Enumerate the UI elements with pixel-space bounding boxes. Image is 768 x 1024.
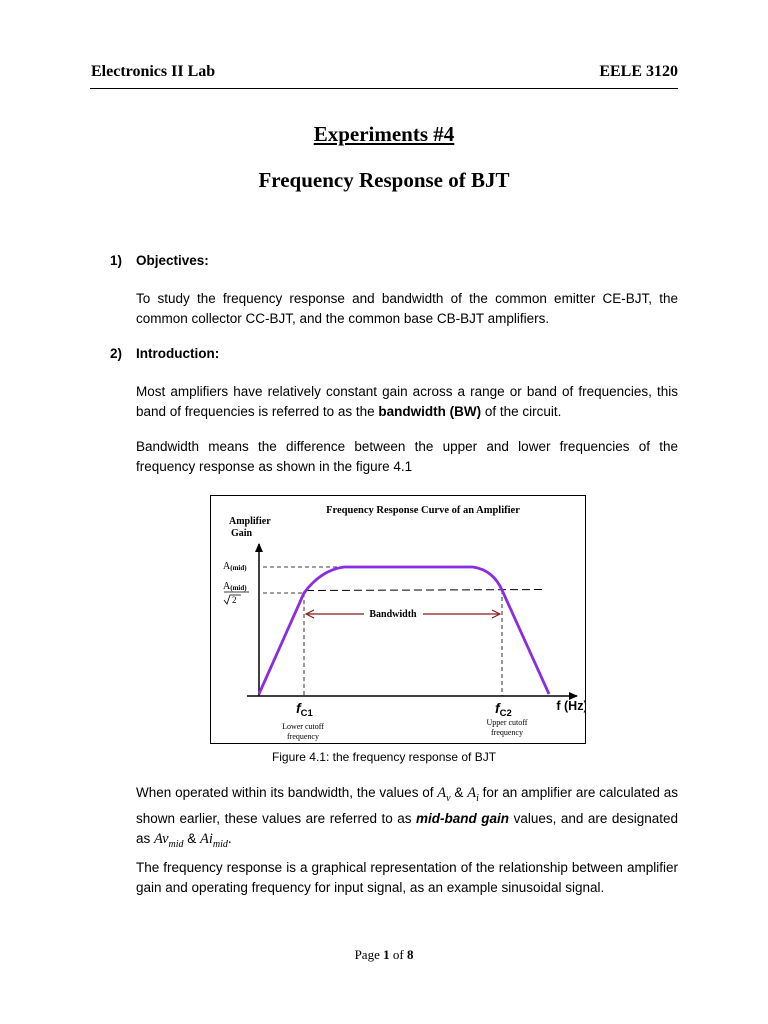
section-heading-objectives: Objectives: xyxy=(136,253,209,268)
lower-cutoff-label-line1: Lower cutoff xyxy=(282,722,324,731)
page-title xyxy=(0,122,768,147)
text-run: Most amplifiers have relatively constant gain across a range or band of frequencies, this band of frequencies is referred to as the xyxy=(136,384,678,419)
page-subtitle: Frequency Response of BJT xyxy=(258,168,510,192)
intro-paragraph-1 xyxy=(136,382,678,422)
header-course-code: EELE 3120 xyxy=(599,63,678,80)
frequency-response-curve xyxy=(259,567,549,694)
fc2-label: $f_{C2}$ xyxy=(495,700,512,719)
header-divider xyxy=(90,88,678,89)
page-footer xyxy=(0,947,768,963)
fc1-label: $f_{C1}$ xyxy=(296,700,313,719)
text-run: . xyxy=(227,830,232,846)
section-number: 1) xyxy=(110,253,123,268)
of-word: of xyxy=(392,947,404,962)
a-mid-label: A(mid) xyxy=(223,561,247,572)
lower-cutoff-label-line2: frequency xyxy=(287,732,319,741)
figure-caption: Figure 4.1: the frequency response of BJT xyxy=(271,750,497,764)
frequency-response-chart xyxy=(211,496,585,743)
upper-cutoff-label-line2: frequency xyxy=(491,728,523,737)
y-axis-label-line1: Amplifier xyxy=(229,516,271,527)
math-ai-mid: $Ai_{mid}$ xyxy=(200,830,228,850)
upper-cutoff-label-line1: Upper cutoff xyxy=(486,718,528,727)
figure-title: Frequency Response Curve of an Amplifier xyxy=(326,505,520,516)
math-av: $A_v$ xyxy=(437,785,451,804)
page-title-text: Experiments #4 xyxy=(313,122,455,146)
text-run: & xyxy=(183,830,201,846)
section-heading-introduction: Introduction: xyxy=(136,346,220,361)
section-number: 2) xyxy=(110,346,123,361)
a-mid-over-root2-label: A(mid) xyxy=(223,581,247,592)
intro-paragraph-3 xyxy=(136,783,678,855)
bandwidth-term: bandwidth (BW) xyxy=(378,404,482,419)
intro-paragraph-2: Bandwidth means the difference between the upper and lower frequencies of the frequency response as shown in the figure 4.1 xyxy=(136,439,678,474)
math-av-mid: $Av_{mid}$ xyxy=(154,830,184,850)
page-word: Page xyxy=(354,947,380,962)
text-run: & xyxy=(450,785,468,800)
half-power-dashed-line xyxy=(306,590,546,591)
objectives-paragraph: To study the frequency response and bandwidth of the common emitter CE-BJT, the common collector CC-BJT, and the common base CB-BJT amplifiers. xyxy=(136,291,678,326)
header-course-name: Electronics II Lab xyxy=(91,63,216,80)
sqrt2-label: 2 xyxy=(232,595,237,605)
y-axis-label-line2: Gain xyxy=(231,528,253,539)
intro-paragraph-4: The frequency response is a graphical representation of the relationship between amplifier gain and operating frequency for input signal, as an example sinusoidal signal. xyxy=(136,860,678,895)
page-number: 1 xyxy=(383,947,390,962)
mid-band-gain-term: mid-band gain xyxy=(416,810,510,826)
page-total: 8 xyxy=(406,947,414,962)
bandwidth-label: Bandwidth xyxy=(369,609,417,620)
text-run: for an amplifier are calculated as shown earlier, these values are referred to as xyxy=(136,785,678,826)
text-run: values, and are designated as xyxy=(136,810,678,846)
text-run: of the circuit. xyxy=(481,404,562,419)
text-run: When operated within its bandwidth, the values of xyxy=(136,785,438,800)
x-axis-label: f (Hz) xyxy=(556,699,585,713)
math-ai: $A_i$ xyxy=(467,785,479,804)
figure-frame xyxy=(210,495,586,744)
